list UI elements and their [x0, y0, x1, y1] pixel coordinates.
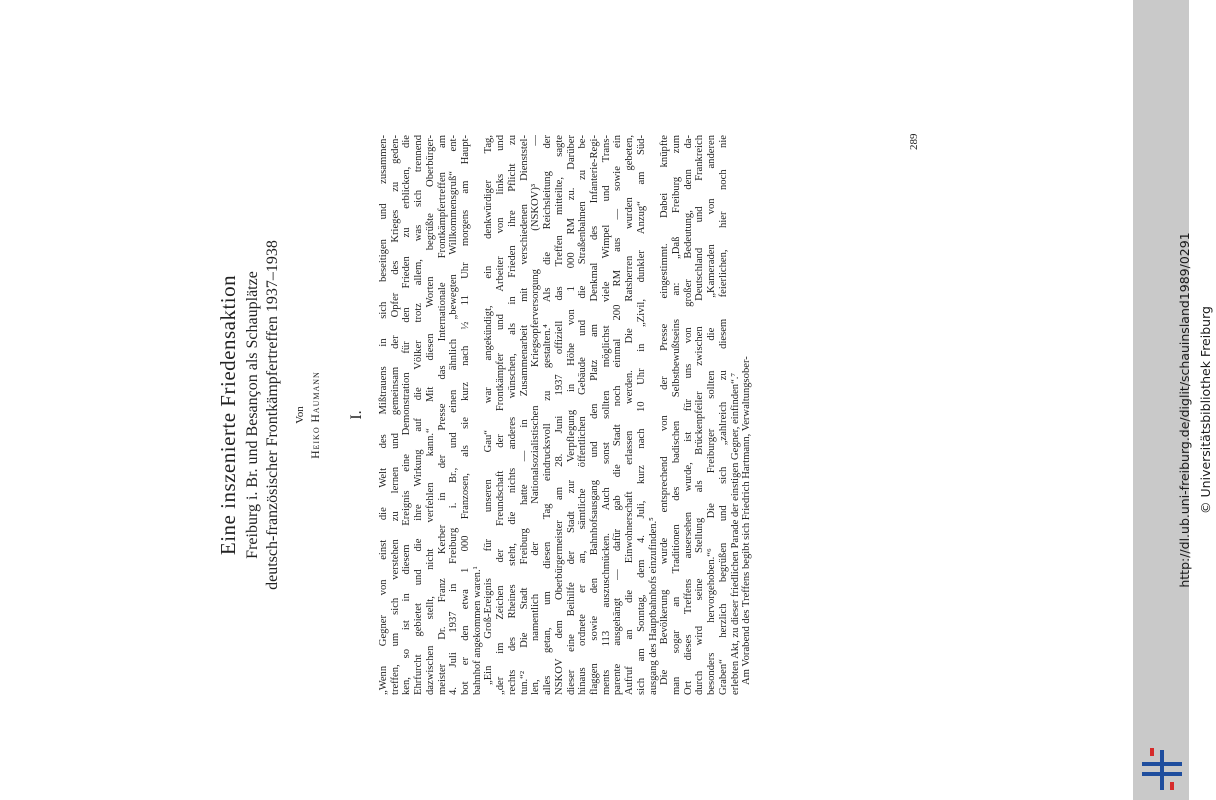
- body-line: parente ausgehängt — dafür gab die Stadt noch einmal 200 RM aus — sowie ein: [612, 135, 624, 695]
- logo-accent-1: [1150, 748, 1154, 756]
- author-name: Heiko Haumann: [310, 371, 322, 459]
- article-subtitle-line-1: Freiburg i. Br. und Besançon als Schauplätze: [244, 271, 261, 559]
- body-line: treffen, um sich verstehen zu lernen und gemeinsam der Opfer des Krieges zu geden-: [389, 135, 401, 695]
- body-line: man sogar an Traditionen des badischen Selbstbewußtseins an: „Daß Freiburg zum: [670, 135, 682, 695]
- byline-prefix: Von: [294, 406, 306, 424]
- body-line: ken, so ist in diesem Ereignis eine Demonstration für den Frieden zu erblicken, die: [401, 135, 413, 695]
- ub-freiburg-logo-icon: [1140, 746, 1184, 794]
- body-line: dieser eine Beihilfe der Stadt zur Verpflegung in Höhe von 1 000 RM zu. Darüber: [565, 135, 577, 695]
- source-url-link[interactable]: http://dl.ub.uni-freiburg.de/diglit/schauinsland1989/0291: [1177, 232, 1192, 588]
- body-line: hinaus ordnete er an, sämtliche öffentlichen Gebäude und die Straßenbahnen zu be-: [577, 135, 589, 695]
- logo-bar-vertical: [1160, 750, 1164, 790]
- article-subtitle-line-2: deutsch-französischer Frontkämpfertreffen 1937–1938: [264, 240, 281, 590]
- body-line: Ort dieses Treffens ausersehen wurde, ist für uns von großer Bedeutung, denn da-: [682, 135, 694, 695]
- body-line: ausgang des Hauptbahnhofs einzufinden.⁵: [647, 517, 659, 695]
- sidebar-caption: [1174, 180, 1216, 640]
- body-line: rechts des Rheines steht, die nichts anderes wünschen, als in Frieden ihre Pflicht zu: [506, 135, 518, 695]
- body-line: besonders hervorgehoben.“⁶ Die Freiburger sollten die „Kameraden von anderen: [706, 135, 718, 695]
- body-line: alles getan, um diesen Tag eindrucksvoll zu gestalten.⁴ Als die Reichsleitung der: [542, 135, 554, 695]
- body-line: flaggen sowie den Bahnhofsausgang und den Platz am Denkmal des Infanterie-Regi-: [588, 135, 600, 695]
- body-line: bahnhof angekommen waren.¹: [471, 566, 483, 695]
- copyright-notice: © Universitätsbibliothek Freiburg: [1198, 306, 1213, 514]
- body-line: len, namentlich der Nationalsozialistischen Kriegsopferversorgung (NSKOV)³ —: [530, 135, 542, 695]
- body-line: Ehrfurcht gebietet und die ihre Wirkung auf die Völker trotz allem, was sich trennend: [413, 135, 425, 695]
- body-line: dazwischen stellt, nicht verfehlen kann.“ Mit diesen Worten begrüßte Oberbürger-: [424, 135, 436, 695]
- article-title: Eine inszenierte Friedensaktion: [216, 274, 240, 556]
- body-line: sich am Sonntag, dem 4. Juli, kurz nach 10 Uhr in „Zivil, dunkler Anzug“ am Süd-: [635, 135, 647, 695]
- section-number: I.: [348, 410, 365, 420]
- article-body: [378, 135, 753, 695]
- body-line: bot er den etwa 1 000 Franzosen, als sie kurz nach ½ 11 Uhr morgens am Haupt-: [460, 135, 472, 695]
- body-line: 4. Juli 1937 in Freiburg i. Br., und einen ähnlich „bewegten Willkommensgruß“ ent-: [448, 135, 460, 695]
- body-line: Die Bevölkerung wurde entsprechend von der Presse eingestimmt. Dabei knüpfte: [659, 135, 671, 685]
- body-line: „Wenn Gegner von einst die Welt des Mißtrauens in sich beseitigen und zusammen-: [378, 135, 389, 695]
- body-line: meister Dr. Franz Kerber in der Presse das Internationale Frontkämpfertreffen am: [436, 135, 448, 695]
- body-line: „Ein Groß-Ereignis für unseren Gau“ war angekündigt, ein denkwürdiger Tag,: [483, 135, 495, 685]
- body-line: Am Vorabend des Treffens begibt sich Friedrich Hartmann, Verwaltungsober-: [741, 356, 753, 685]
- body-line: Graben“ herzlich begrüßen und sich „zahlreich zu diesem feierlichen, hier noch nie: [717, 135, 729, 695]
- body-line: tun.“² Die Stadt Freiburg hatte — in Zusammenarbeit mit verschiedenen Dienststel-: [518, 135, 530, 695]
- page-number: 289: [908, 133, 920, 150]
- body-line: „der im Zeichen der Freundschaft der Frontkämpfer und Arbeiter von links und: [495, 135, 507, 695]
- body-line: erlebten Akt, zu dieser friedlichen Parade der einstigen Gegner, einfinden“.⁷: [729, 372, 741, 695]
- body-line: durch wird seine Stellung als Brückenpfeiler zwischen Deutschland und Frankreich: [694, 135, 706, 695]
- logo-accent-2: [1170, 782, 1174, 790]
- body-line: NSKOV dem Oberbürgermeister am 28. Juni 1937 offiziell das Treffen mitteilte, sagte: [553, 135, 565, 695]
- rotated-page-content: [206, 135, 986, 695]
- body-line: ments 113 auszuschmücken. Auch sonst sollten möglichst viele Wimpel und Trans-: [600, 135, 612, 695]
- body-line: Aufruf an die Einwohnerschaft erlassen werden. Die Ratsherren wurden gebeten,: [624, 135, 636, 695]
